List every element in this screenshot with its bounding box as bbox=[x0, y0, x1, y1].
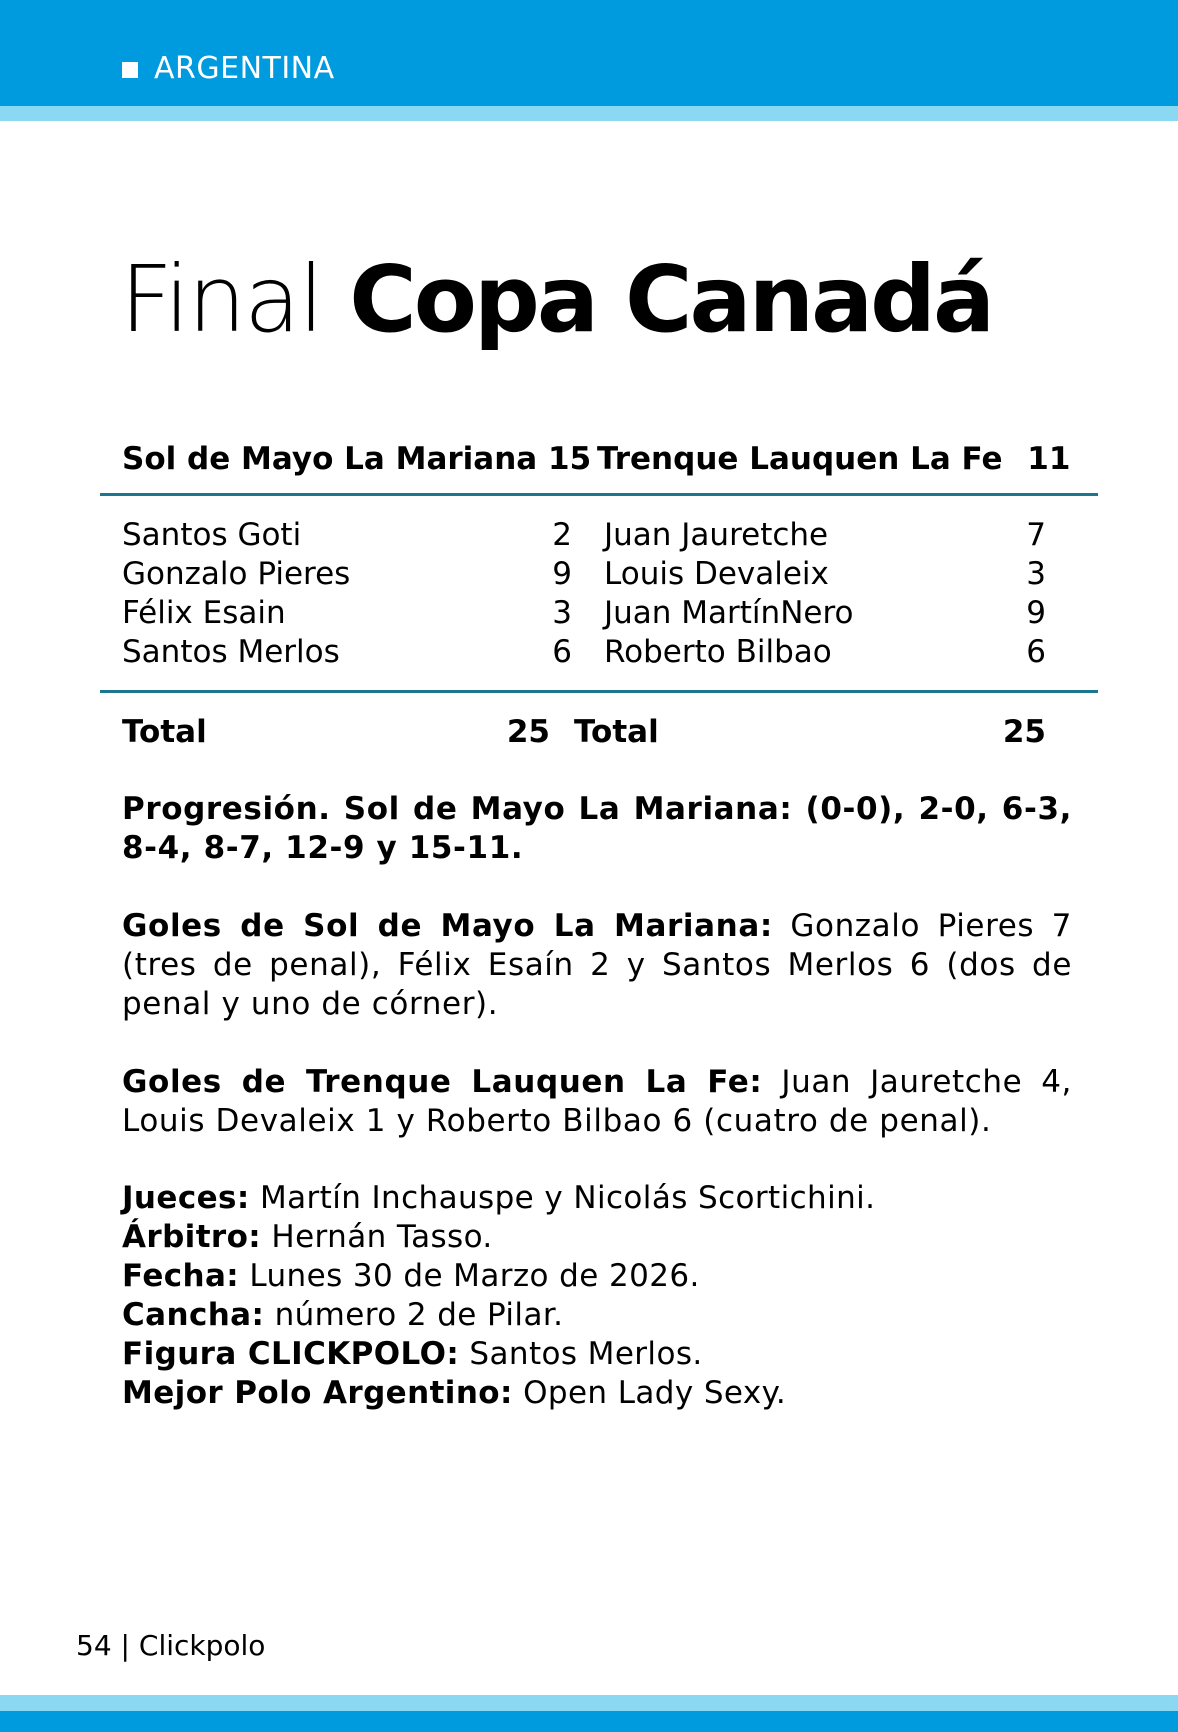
detail-field bbox=[122, 1296, 875, 1335]
footer-bar bbox=[0, 1711, 1178, 1732]
player-name: Juan Jauretche bbox=[604, 517, 829, 553]
team2-total bbox=[574, 710, 1046, 754]
player-row bbox=[604, 633, 1046, 672]
player-row bbox=[122, 633, 572, 672]
goals-team1-text: Gonzalo Pieres 7 (tres de penal), Félix Esaín 2 y Santos Merlos 6 (dos de penal y uno de córner). bbox=[122, 908, 1072, 1022]
detail-value: Martín Inchauspe y Nicolás Scortichini. bbox=[259, 1180, 876, 1216]
player-handicap: 7 bbox=[1026, 517, 1046, 553]
player-handicap: 6 bbox=[552, 634, 572, 670]
player-row bbox=[604, 594, 1046, 633]
player-handicap: 2 bbox=[552, 517, 572, 553]
goals-team1-label: Goles de Sol de Mayo La Mariana: bbox=[122, 908, 773, 944]
player-row bbox=[604, 516, 1046, 555]
section-label: ARGENTINA bbox=[154, 51, 335, 86]
footer-stripe bbox=[0, 1695, 1178, 1711]
page-footer bbox=[76, 1628, 265, 1664]
footer-separator: | bbox=[120, 1629, 130, 1662]
player-handicap: 6 bbox=[1026, 634, 1046, 670]
detail-label: Árbitro: bbox=[122, 1219, 262, 1255]
player-handicap: 3 bbox=[552, 595, 572, 631]
player-row bbox=[122, 516, 572, 555]
detail-label: Cancha: bbox=[122, 1297, 265, 1333]
team1-header bbox=[122, 437, 591, 481]
total-value: 25 bbox=[1002, 714, 1046, 750]
player-handicap: 3 bbox=[1026, 556, 1046, 592]
team1-score: 15 bbox=[548, 441, 592, 477]
total-value: 25 bbox=[506, 714, 550, 750]
detail-value: número 2 de Pilar. bbox=[274, 1297, 564, 1333]
detail-best-pony bbox=[122, 1374, 875, 1413]
player-name: Gonzalo Pieres bbox=[122, 556, 351, 592]
player-handicap: 9 bbox=[1026, 595, 1046, 631]
player-name: Santos Merlos bbox=[122, 634, 340, 670]
player-row bbox=[122, 555, 572, 594]
detail-value: Open Lady Sexy. bbox=[523, 1375, 787, 1411]
detail-label: Jueces: bbox=[122, 1180, 250, 1216]
section-square-icon bbox=[122, 62, 138, 78]
team1-players bbox=[122, 516, 572, 672]
team2-players bbox=[604, 516, 1046, 672]
page-title bbox=[120, 240, 992, 360]
team1-name: Sol de Mayo La Mariana bbox=[122, 441, 538, 477]
detail-value: Hernán Tasso. bbox=[271, 1219, 493, 1255]
player-row bbox=[122, 594, 572, 633]
player-name: Juan MartínNero bbox=[604, 595, 854, 631]
detail-figure bbox=[122, 1335, 875, 1374]
player-name: Roberto Bilbao bbox=[604, 634, 832, 670]
player-name: Félix Esain bbox=[122, 595, 286, 631]
title-bold: Copa Canadá bbox=[349, 246, 993, 353]
player-name: Louis Devaleix bbox=[604, 556, 829, 592]
header-stripe bbox=[0, 106, 1178, 121]
player-name: Santos Goti bbox=[122, 517, 302, 553]
goals-team2-label: Goles de Trenque Lauquen La Fe: bbox=[122, 1064, 763, 1100]
player-row bbox=[604, 555, 1046, 594]
total-label: Total bbox=[574, 714, 659, 750]
table-bottom-rule bbox=[100, 690, 1098, 693]
team2-name: Trenque Lauquen La Fe bbox=[597, 441, 1003, 477]
detail-label: Mejor Polo Argentino: bbox=[122, 1375, 513, 1411]
progression-text: Progresión. Sol de Mayo La Mariana: (0-0), 2-0, 6-3, 8-4, 8-7, 12-9 y 15-11. bbox=[122, 791, 1072, 866]
title-light: Final bbox=[120, 246, 323, 353]
team2-header bbox=[597, 437, 1070, 481]
match-details bbox=[122, 1179, 875, 1413]
team1-total bbox=[122, 710, 550, 754]
detail-value: Lunes 30 de Marzo de 2026. bbox=[249, 1258, 700, 1294]
detail-judges bbox=[122, 1179, 875, 1218]
detail-date bbox=[122, 1257, 875, 1296]
goals-team2 bbox=[122, 1063, 1072, 1141]
page-number: 54 bbox=[76, 1629, 112, 1662]
publication-name: Clickpolo bbox=[138, 1629, 266, 1662]
detail-label: Fecha: bbox=[122, 1258, 240, 1294]
detail-referee bbox=[122, 1218, 875, 1257]
detail-label: Figura CLICKPOLO: bbox=[122, 1336, 460, 1372]
goals-team1 bbox=[122, 907, 1072, 1024]
player-handicap: 9 bbox=[552, 556, 572, 592]
detail-value: Santos Merlos. bbox=[469, 1336, 703, 1372]
total-label: Total bbox=[122, 714, 207, 750]
goals-team2-text: Juan Jauretche 4, Louis Devaleix 1 y Roberto Bilbao 6 (cuatro de penal). bbox=[122, 1064, 1072, 1139]
team2-score: 11 bbox=[1027, 441, 1071, 477]
table-top-rule bbox=[100, 493, 1098, 496]
